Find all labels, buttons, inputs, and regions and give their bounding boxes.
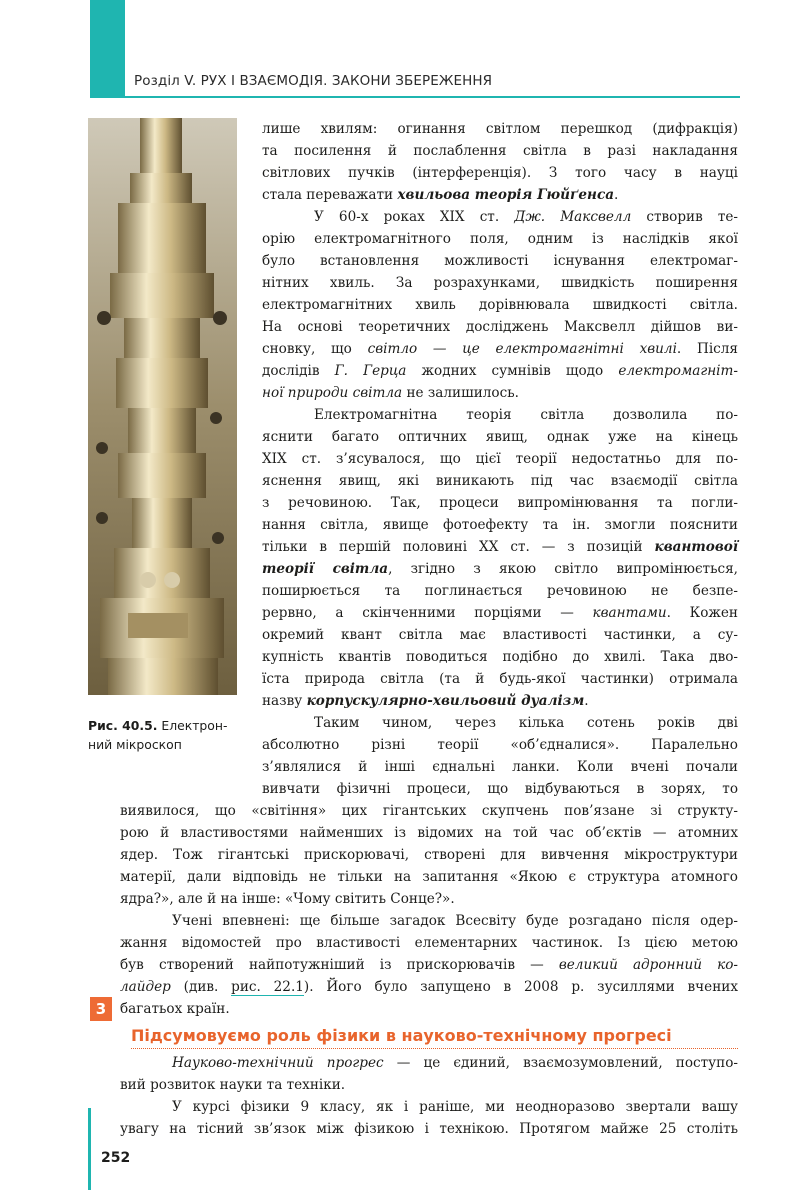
text-line: стала переважати хвильова теорія Гюйґенса. <box>262 187 619 203</box>
text-line: орію електромагнітного поля, одним із наслідків якої <box>262 231 738 247</box>
text-line: увагу на тісний зв’язок між фізикою і технікою. Протягом майже 25 століть <box>120 1121 738 1137</box>
text-line: вий розвиток науки та техніки. <box>120 1077 346 1093</box>
section-title-rule <box>131 1048 738 1049</box>
text-line: На основі теоретичних досліджень Максвелл дійшов ви- <box>262 319 738 335</box>
text-line: з речовиною. Так, процеси випромінювання та погли- <box>262 495 738 511</box>
text-line: був створений найпотужніший із прискорювачів — великий адронний ко- <box>120 957 738 973</box>
text-line: теорії світла, згідно з якою світло випромінюється, <box>262 561 738 577</box>
text-line: рервно, а скінченними порціями — квантами. Кожен <box>262 605 738 621</box>
text-line: їста природа світла (та й будь-якої частинки) отримала <box>262 671 738 687</box>
text-line: нання світла, явище фотоефекту та ін. змогли пояснити <box>262 517 738 533</box>
text-line: Таким чином, через кілька сотень років дві <box>314 715 738 731</box>
figure-caption <box>88 716 238 754</box>
text-line: Науково-технічний прогрес — це єдиний, взаємозумовлений, поступо- <box>172 1055 739 1071</box>
text-line: Учені впевнені: ще більше загадок Всесвіту буде розгадано після одер- <box>172 913 738 929</box>
text-line: купність квантів поводиться подібно до хвилі. Така дво- <box>262 649 738 665</box>
text-line: Електромагнітна теорія світла дозволила по- <box>314 407 738 423</box>
text-line: ної природи світла не залишилось. <box>262 385 519 401</box>
term-huygens-theory: хвильова теорія Гюйґенса <box>397 187 615 203</box>
page-number: 252 <box>101 1150 131 1166</box>
text-line: вивчати фізичні процеси, що відбуваються в зорях, то <box>262 781 738 797</box>
caption-text-2: ний мікроскоп <box>88 737 182 752</box>
text-line: з’являлися й інші єднальні ланки. Коли вчені почали <box>262 759 738 775</box>
text-line: виявилося, що «світіння» цих гігантських скупчень пов’язане зі структу- <box>120 803 738 819</box>
text-line: було встановлення можливості існування електромаг- <box>262 253 738 269</box>
text-line: тільки в першій половині XX ст. — з позицій квантової <box>262 539 738 555</box>
figure-link[interactable]: рис. 22.1 <box>231 979 304 995</box>
section-number-badge: 3 <box>90 997 112 1021</box>
header-accent-block <box>90 0 125 97</box>
header-rule <box>90 96 740 98</box>
text-line: електромагнітних хвиль дорівнювала швидкості світла. <box>262 297 738 313</box>
electron-microscope-photo <box>88 118 237 695</box>
text-line: ядра?», але й на інше: «Чому світить Сонце?». <box>120 891 455 907</box>
text-line: XIX ст. з’ясувалося, що цієї теорії недостатньо для по- <box>262 451 738 467</box>
text-line: та посилення й послаблення світла в разі накладання <box>262 143 738 159</box>
text-line: У курсі фізики 9 класу, як і раніше, ми неодноразово звертали вашу <box>172 1099 738 1115</box>
text-line: назву корпускулярно-хвильовий дуалізм. <box>262 693 589 709</box>
text-line: лише хвилям: огинання світлом перешкод (дифракція) <box>262 121 738 137</box>
text-line: ядер. Тож гігантські прискорювачі, створені для вивчення мікроструктури <box>120 847 738 863</box>
text-line: У 60-х роках XIX ст. Дж. Максвелл створив те- <box>314 209 738 225</box>
text-line: поширюється та поглинається речовиною не безпе- <box>262 583 738 599</box>
section-title: Підсумовуємо роль фізики в науково-технічному прогресі <box>131 1026 672 1045</box>
text-line: окремий квант світла має властивості частинки, а су- <box>262 627 738 643</box>
text-line: жання відомостей про властивості елементарних частинок. Із цією метою <box>120 935 738 951</box>
text-line: яснення явищ, які виникають під час взаємодії світла <box>262 473 738 489</box>
page-edge-bar <box>88 1108 91 1190</box>
text-line: яснити багато оптичних явищ, однак уже на кінець <box>262 429 738 445</box>
text-line: багатьох країн. <box>120 1001 230 1017</box>
text-line: абсолютно різні теорії «об’єдналися». Паралельно <box>262 737 738 753</box>
text-line: нітних хвиль. За розрахунками, швидкість поширення <box>262 275 738 291</box>
caption-text-1: Електрон- <box>157 718 228 733</box>
text-line: світлових пучків (інтерференція). З того часу в науці <box>262 165 738 181</box>
text-line: сновку, що світло — це електромагнітні хвилі. Після <box>262 341 738 357</box>
text-line: матерії, дали відповідь не тільки на запитання «Якою є структура атомного <box>120 869 738 885</box>
figure-number: Рис. 40.5. <box>88 718 158 733</box>
text-line: рою й властивостями найменших із відомих на той час об’єктів — атомних <box>120 825 738 841</box>
text-line: лайдер (див. рис. 22.1). Його було запущено в 2008 р. зусиллями вчених <box>120 979 738 995</box>
running-header: Розділ V. РУХ І ВЗАЄМОДІЯ. ЗАКОНИ ЗБЕРЕЖЕННЯ <box>134 73 493 89</box>
text-line: дослідів Г. Герца жодних сумнівів щодо електромагніт- <box>262 363 739 379</box>
